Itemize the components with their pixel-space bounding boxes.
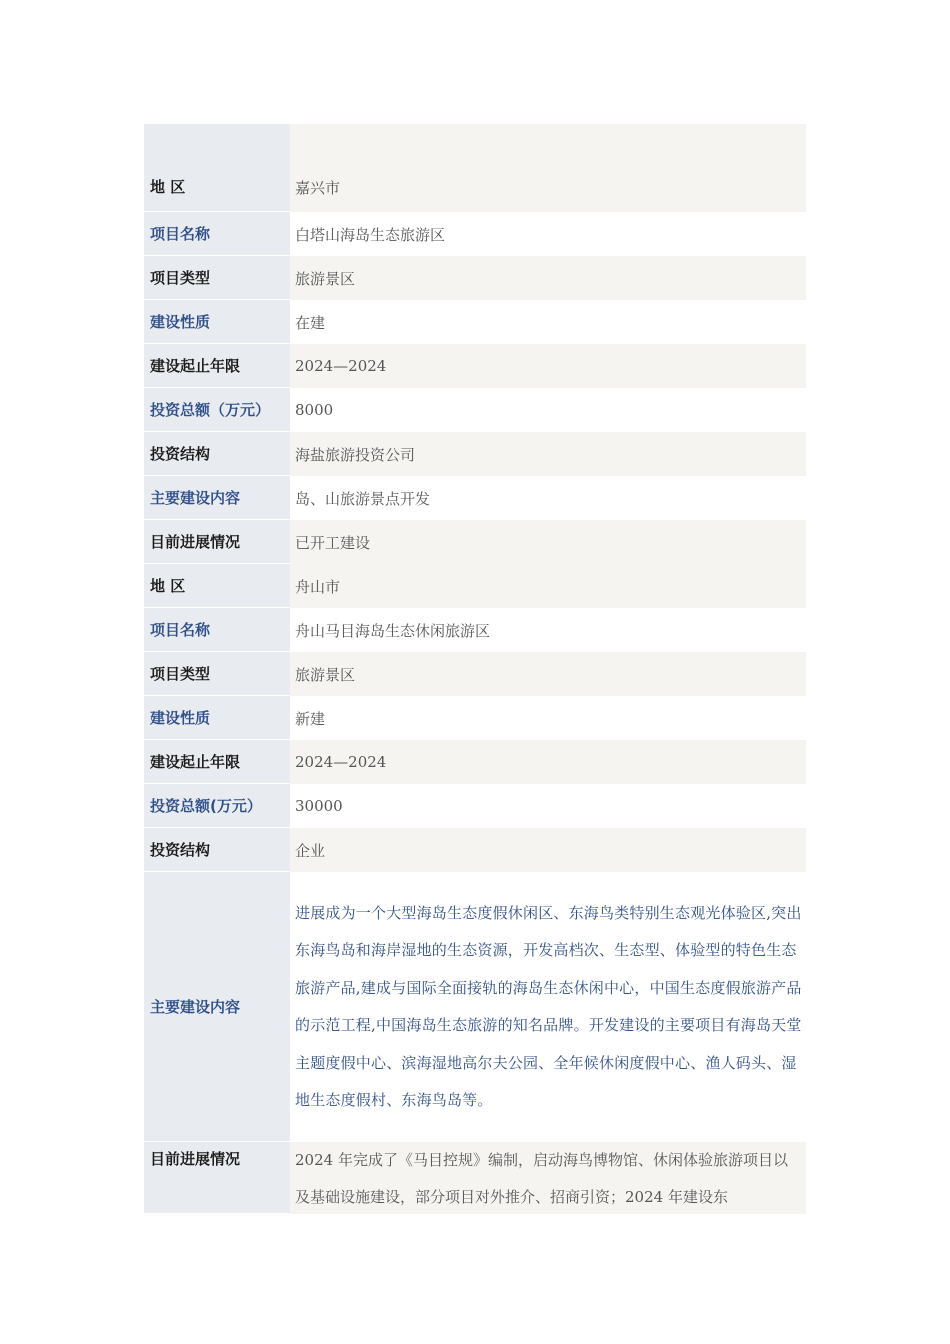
table-row <box>144 256 806 300</box>
row-label-project-type: 项目类型 <box>144 652 290 696</box>
table-row <box>144 476 806 520</box>
row-value-project-type: 旅游景区 <box>290 256 806 300</box>
row-label-construction-period: 建设起止年限 <box>144 740 290 784</box>
row-value-project-name: 白塔山海岛生态旅游区 <box>290 212 806 256</box>
row-label-investment-structure: 投资结构 <box>144 828 290 872</box>
row-label-current-progress: 目前进展情况 <box>144 520 290 564</box>
row-value-main-content: 岛、山旅游景点开发 <box>290 476 806 520</box>
table-row <box>144 1142 806 1214</box>
row-label-total-investment: 投资总额（万元） <box>144 388 290 432</box>
row-label-construction-nature: 建设性质 <box>144 300 290 344</box>
table-row <box>144 300 806 344</box>
row-label-construction-period: 建设起止年限 <box>144 344 290 388</box>
table-row <box>144 124 806 212</box>
row-label-region: 地 区 <box>144 564 290 608</box>
table-row <box>144 520 806 564</box>
row-label-main-content: 主要建设内容 <box>144 872 290 1142</box>
row-value-project-name: 舟山马目海岛生态休闲旅游区 <box>290 608 806 652</box>
row-label-total-investment: 投资总额(万元） <box>144 784 290 828</box>
table-row <box>144 344 806 388</box>
row-value-region: 嘉兴市 <box>290 124 806 212</box>
table-row <box>144 564 806 608</box>
row-value-project-type: 旅游景区 <box>290 652 806 696</box>
row-label-investment-structure: 投资结构 <box>144 432 290 476</box>
row-label-project-name: 项目名称 <box>144 212 290 256</box>
table-row <box>144 432 806 476</box>
table-row <box>144 784 806 828</box>
row-value-construction-period: 2024—2024 <box>290 740 806 784</box>
row-label-project-type: 项目类型 <box>144 256 290 300</box>
row-value-construction-period: 2024—2024 <box>290 344 806 388</box>
table-row <box>144 212 806 256</box>
project-info-table <box>144 124 806 1214</box>
table-row <box>144 740 806 784</box>
table-row <box>144 872 806 1142</box>
row-label-project-name: 项目名称 <box>144 608 290 652</box>
row-value-construction-nature: 在建 <box>290 300 806 344</box>
row-value-current-progress: 2024 年完成了《马目控规》编制，启动海鸟博物馆、休闲体验旅游项目以及基础设施建设，部分项目对外推介、招商引资；2024 年建设东 <box>290 1142 806 1214</box>
table-row <box>144 388 806 432</box>
row-value-investment-structure: 企业 <box>290 828 806 872</box>
row-value-main-content: 进展成为一个大型海岛生态度假休闲区、东海鸟类特别生态观光体验区,突出东海鸟岛和海岸湿地的生态资源，开发高档次、生态型、体验型的特色生态旅游产品,建成与国际全面接轨的海岛生态休闲中心，中国生态度假旅游产品的示范工程,中国海岛生态旅游的知名品牌。开发建设的主要项目有海岛天堂主题度假中心、滨海湿地高尔夫公园、全年候休闲度假中心、渔人码头、湿地生态度假村、东海鸟岛等。 <box>290 872 806 1142</box>
table-row <box>144 608 806 652</box>
row-value-total-investment: 30000 <box>290 784 806 828</box>
row-label-current-progress: 目前进展情况 <box>144 1142 290 1214</box>
row-value-total-investment: 8000 <box>290 388 806 432</box>
row-label-main-content: 主要建设内容 <box>144 476 290 520</box>
row-value-region: 舟山市 <box>290 564 806 608</box>
row-label-region: 地 区 <box>144 124 290 212</box>
table-row <box>144 652 806 696</box>
row-value-construction-nature: 新建 <box>290 696 806 740</box>
row-value-investment-structure: 海盐旅游投资公司 <box>290 432 806 476</box>
row-label-construction-nature: 建设性质 <box>144 696 290 740</box>
table-row <box>144 828 806 872</box>
row-value-current-progress: 已开工建设 <box>290 520 806 564</box>
table-row <box>144 696 806 740</box>
